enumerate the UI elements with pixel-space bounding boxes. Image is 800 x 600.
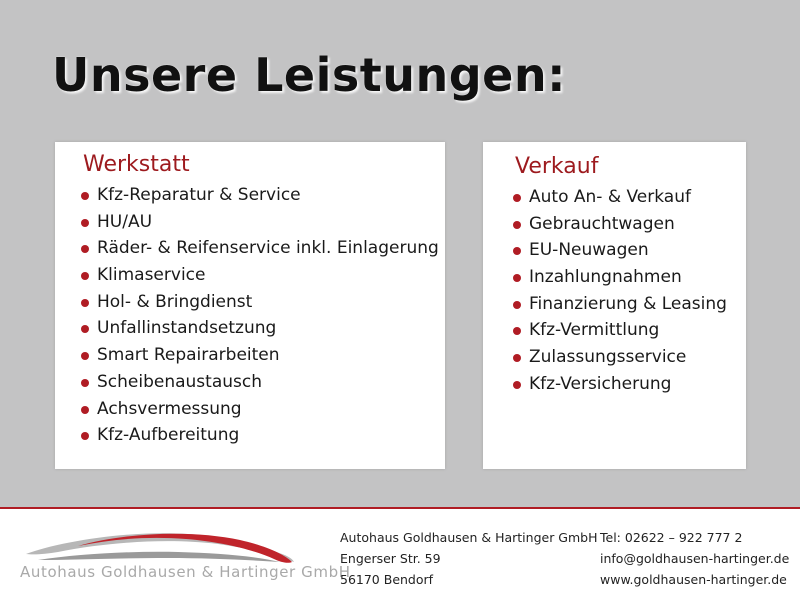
werkstatt-card [55, 142, 445, 469]
logo-text: Autohaus Goldhausen & Hartinger GmbH [20, 563, 351, 581]
bullet-dot-icon [81, 379, 89, 387]
list-item-label: Gebrauchtwagen [529, 213, 675, 234]
list-item [81, 422, 439, 449]
list-item [513, 211, 727, 238]
verkauf-title: Verkauf [515, 154, 599, 179]
list-item-label: EU-Neuwagen [529, 240, 649, 261]
city-address: 56170 Bendorf [340, 572, 434, 587]
list-item-label: Räder- & Reifenservice inkl. Einlagerung [97, 238, 439, 259]
verkauf-list [513, 184, 727, 398]
bullet-dot-icon [513, 354, 521, 362]
page-title: Unsere Leistungen: [52, 48, 566, 102]
bullet-dot-icon [513, 301, 521, 309]
bullet-dot-icon [513, 274, 521, 282]
list-item [513, 237, 727, 264]
bullet-dot-icon [513, 381, 521, 389]
bullet-dot-icon [513, 221, 521, 229]
list-item-label: Unfallinstandsetzung [97, 318, 277, 339]
bullet-dot-icon [81, 272, 89, 280]
list-item-label: Klimaservice [97, 265, 206, 286]
list-item-label: Inzahlungnahmen [529, 267, 682, 288]
bullet-dot-icon [513, 327, 521, 335]
list-item [513, 184, 727, 211]
list-item [513, 317, 727, 344]
phone-number: Tel: 02622 – 922 777 2 [600, 530, 743, 545]
list-item [81, 262, 439, 289]
list-item [513, 371, 727, 398]
list-item-label: Auto An- & Verkauf [529, 187, 691, 207]
bullet-dot-icon [81, 299, 89, 307]
verkauf-card [483, 142, 746, 469]
list-item-label: Kfz-Versicherung [529, 373, 672, 394]
email-address: info@goldhausen-hartinger.de [600, 551, 790, 566]
list-item [513, 291, 727, 318]
list-item-label: Hol- & Bringdienst [97, 291, 253, 312]
company-address [340, 527, 598, 590]
list-item-label: Zulassungsservice [529, 347, 687, 368]
list-item-label: Kfz-Reparatur & Service [97, 185, 301, 205]
werkstatt-list [81, 182, 439, 449]
website-url: www.goldhausen-hartinger.de [600, 572, 787, 587]
list-item [81, 396, 439, 423]
list-item [513, 264, 727, 291]
list-item [81, 182, 439, 209]
footer-divider [0, 507, 800, 509]
list-item [81, 369, 439, 396]
street-address: Engerser Str. 59 [340, 551, 441, 566]
list-item [81, 289, 439, 316]
bullet-dot-icon [513, 247, 521, 255]
list-item-label: Finanzierung & Leasing [529, 293, 727, 314]
list-item-label: Smart Repairarbeiten [97, 345, 280, 366]
bullet-dot-icon [81, 192, 89, 200]
list-item [513, 344, 727, 371]
werkstatt-title: Werkstatt [83, 152, 190, 177]
list-item-label: Achsvermessung [97, 398, 242, 419]
bullet-dot-icon [81, 325, 89, 333]
list-item [81, 342, 439, 369]
bullet-dot-icon [81, 219, 89, 227]
list-item-label: Kfz-Aufbereitung [97, 425, 240, 446]
list-item [81, 235, 439, 262]
company-contact [600, 527, 789, 590]
bullet-dot-icon [81, 406, 89, 414]
company-name: Autohaus Goldhausen & Hartinger GmbH [340, 530, 598, 545]
list-item-label: HU/AU [97, 211, 153, 232]
bullet-dot-icon [513, 194, 521, 202]
bullet-dot-icon [81, 352, 89, 360]
list-item [81, 209, 439, 236]
bullet-dot-icon [81, 432, 89, 440]
list-item [81, 315, 439, 342]
list-item-label: Kfz-Vermittlung [529, 320, 660, 341]
list-item-label: Scheibenaustausch [97, 371, 263, 392]
bullet-dot-icon [81, 245, 89, 253]
